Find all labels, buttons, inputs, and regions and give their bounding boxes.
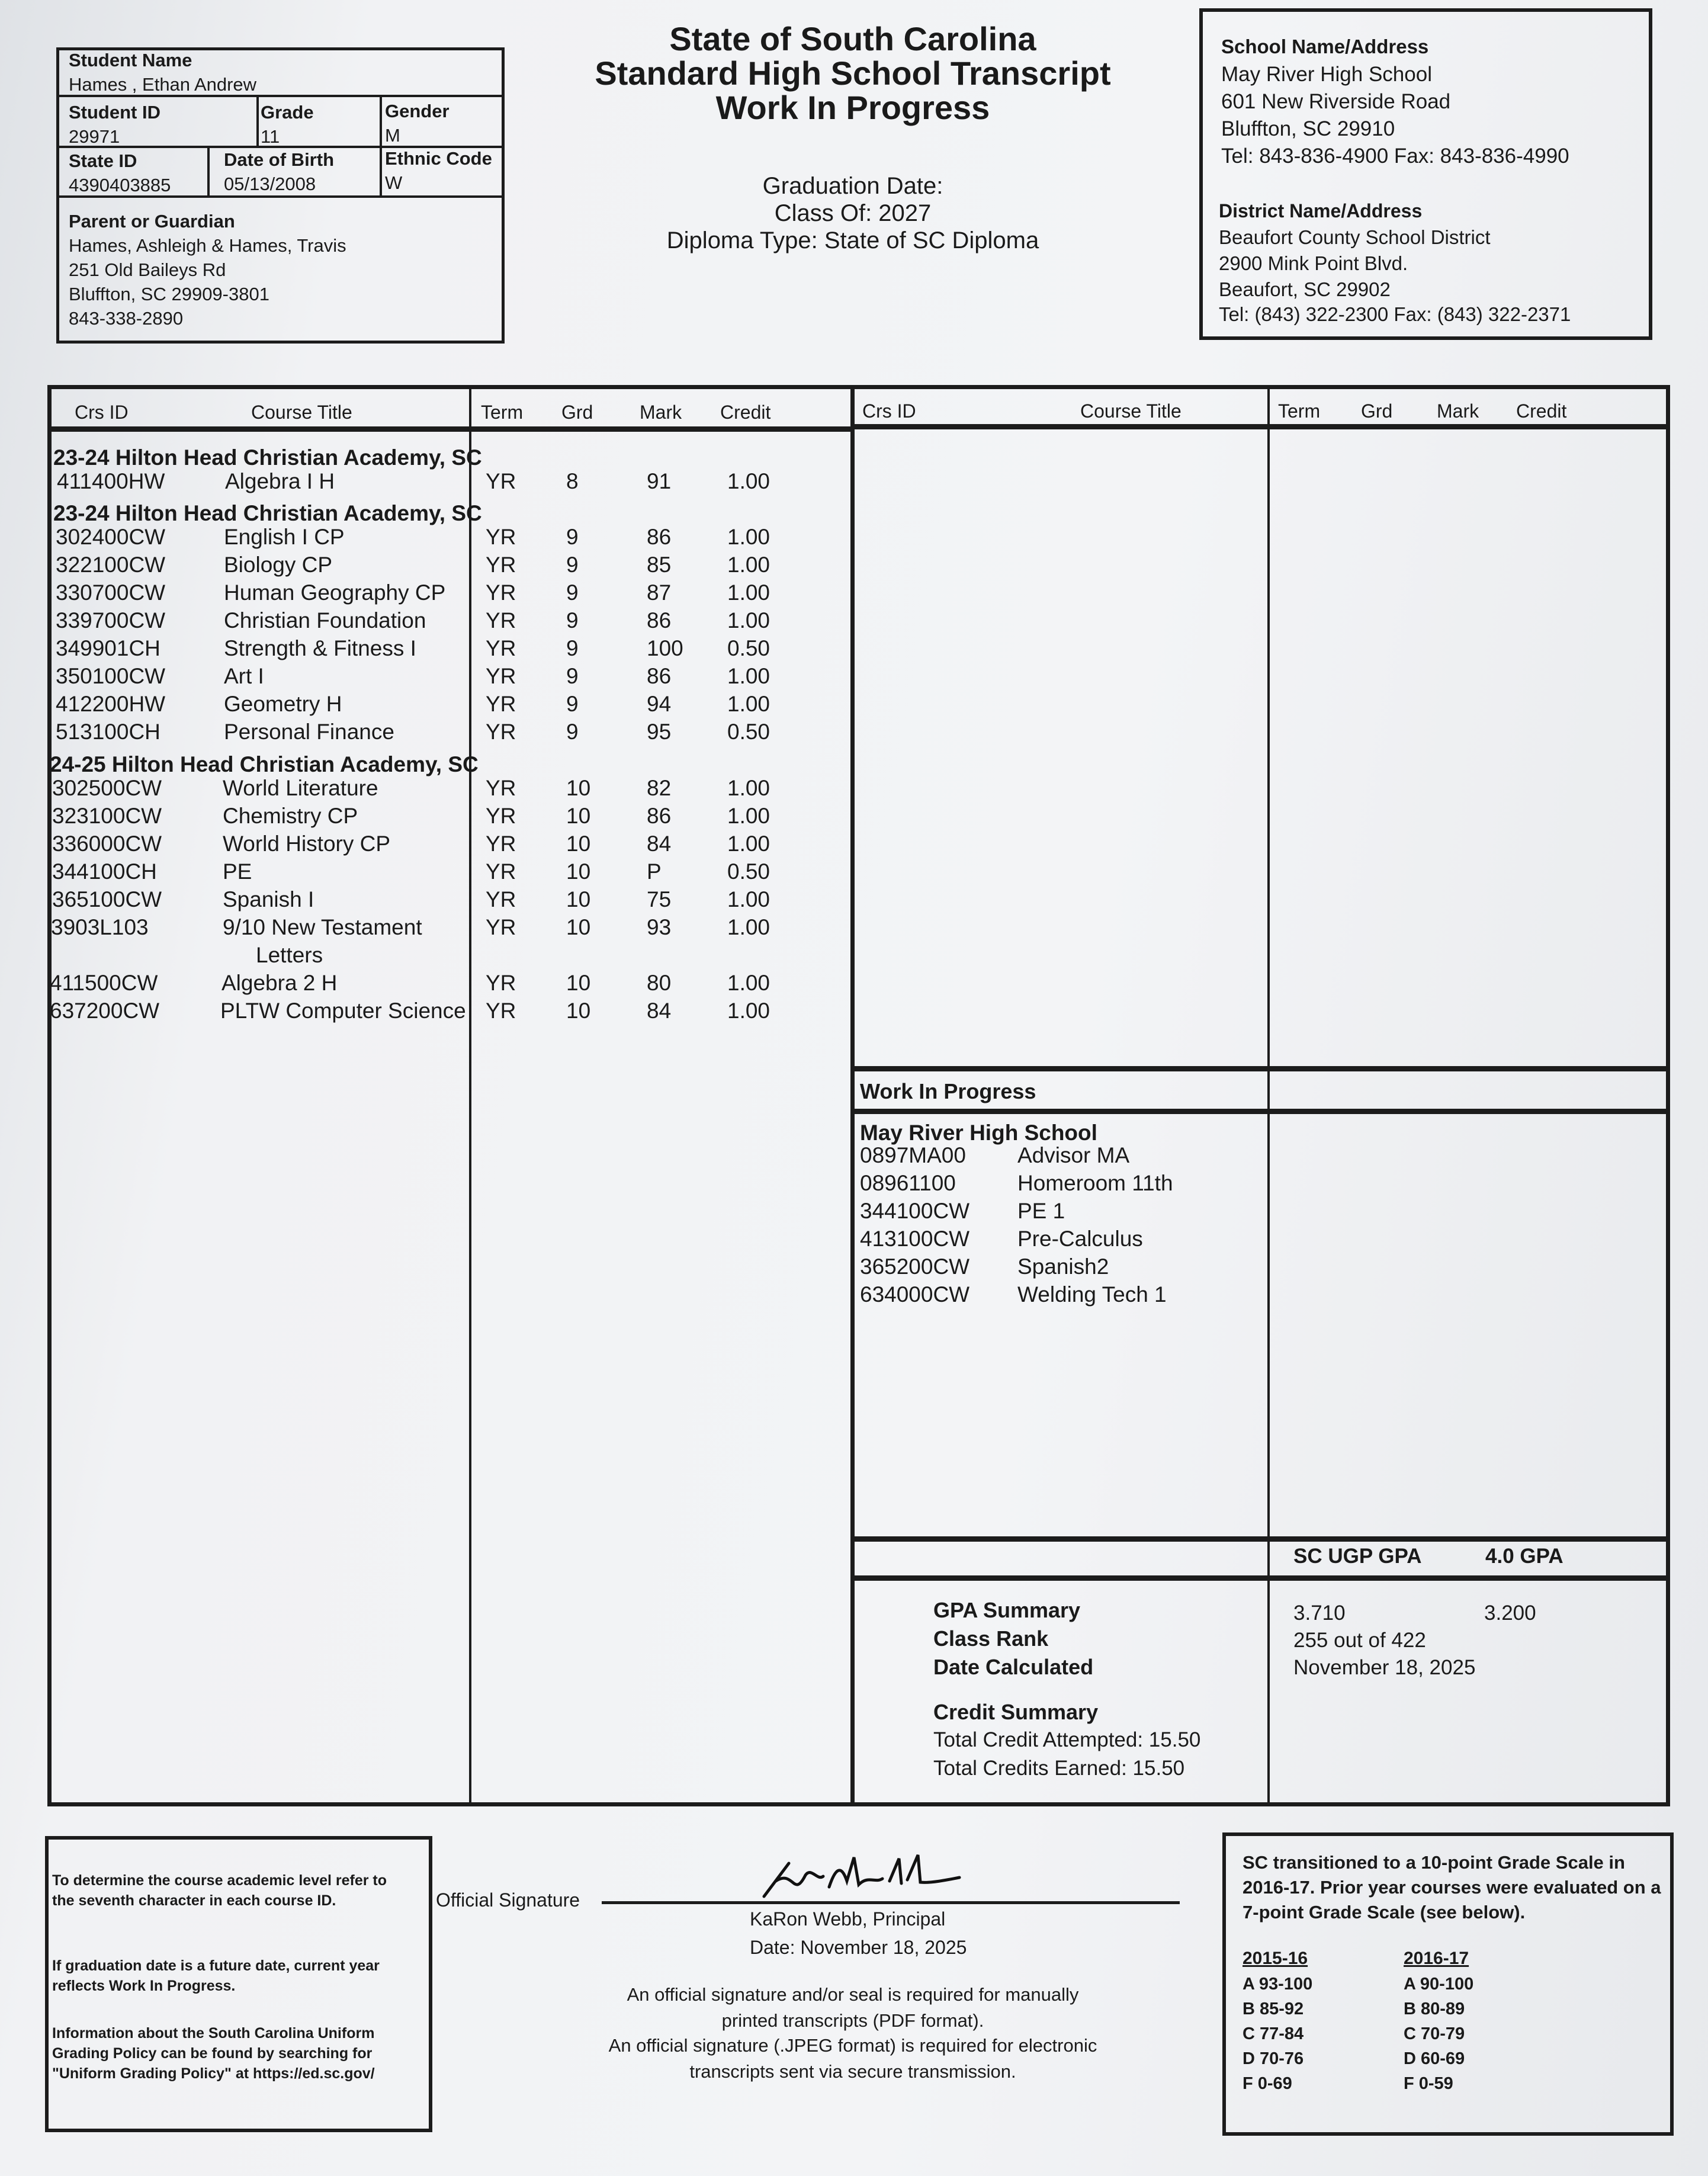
wip-school: May River High School [860,1121,1097,1145]
col-header-mark-right: Mark [1437,400,1479,422]
wip-course-title: Welding Tech 1 [1017,1282,1167,1307]
class-rank-label: Class Rank [933,1626,1049,1651]
course-title-continued: Letters [256,943,323,967]
old-scale-a: A 93-100 [1243,1975,1313,1994]
old-scale-header: 2015-16 [1243,1949,1308,1968]
guardian-name: Hames, Ashleigh & Hames, Travis [69,235,346,256]
new-scale-c: C 70-79 [1404,2024,1465,2043]
student-id-label: Student ID [69,102,160,123]
gpa-summary-label: GPA Summary [933,1598,1081,1622]
course-term: YR [486,580,516,605]
grade-scale-note: SC transitioned to a 10-point Grade Scale in 2016-17. Prior year courses were evaluated on a 7-point Grade Scale (see below). [1243,1852,1661,1923]
guardian-label: Parent or Guardian [69,211,235,232]
district-address-line2: Beaufort, SC 29902 [1219,278,1391,300]
course-mark: 94 [647,692,672,716]
course-term: YR [486,608,516,633]
course-id: 412200HW [56,692,166,716]
course-credit: 1.00 [727,525,770,549]
four-point-gpa-value: 3.200 [1484,1601,1536,1625]
student-name-label: Student Name [69,50,192,70]
term-school-header: 23-24 Hilton Head Christian Academy, SC [53,501,482,525]
course-id: 411400HW [57,469,165,493]
transcript-title-state: State of South Carolina [669,20,1036,57]
course-term: YR [486,692,516,716]
course-id: 322100CW [56,553,166,577]
ugp-gpa-value: 3.710 [1293,1601,1346,1625]
course-grade-level: 10 [566,915,591,939]
course-credit: 1.00 [727,971,770,995]
col-header-mark: Mark [640,402,682,423]
course-grade-level: 10 [566,999,591,1023]
course-grade-level: 8 [566,469,579,493]
course-grade-level: 10 [566,776,591,800]
course-grade-level: 9 [566,720,579,744]
school-label: School Name/Address [1221,36,1429,57]
col-header-crs-id: Crs ID [75,402,129,423]
district-phone: Tel: (843) 322-2300 Fax: (843) 322-2371 [1219,303,1571,325]
official-signature-label: Official Signature [436,1889,580,1911]
course-grade-level: 10 [566,971,591,995]
course-term: YR [486,776,516,800]
course-id: 349901CH [56,636,160,660]
course-mark: 91 [647,469,672,493]
course-id: 336000CW [52,832,162,856]
course-term: YR [486,971,516,995]
course-title: Biology CP [224,553,333,577]
guardian-phone: 843-338-2890 [69,308,184,329]
new-scale-header: 2016-17 [1404,1949,1469,1968]
course-mark: 100 [647,636,683,660]
district-name: Beaufort County School District [1219,226,1491,248]
signature-notice-line1: An official signature and/or seal is required for manually [627,1984,1079,2005]
course-credit: 1.00 [727,580,770,605]
course-mark: 84 [647,999,672,1023]
course-mark: 84 [647,832,672,856]
course-grade-level: 9 [566,608,579,633]
graduation-date: Graduation Date: [762,173,943,199]
course-grade-level: 9 [566,580,579,605]
col-header-credit: Credit [720,402,771,423]
school-address-line1: 601 New Riverside Road [1221,90,1451,113]
course-id: 637200CW [50,999,160,1023]
class-rank-value: 255 out of 422 [1293,1629,1426,1652]
course-grade-level: 9 [566,553,579,577]
course-id: 365100CW [52,887,162,912]
course-title: Strength & Fitness I [224,636,416,660]
course-term: YR [486,553,516,577]
course-mark: 86 [647,804,672,828]
course-credit: 0.50 [727,636,770,660]
wip-course-id: 634000CW [860,1282,970,1307]
gender-label: Gender [385,101,450,121]
col-header-grd-right: Grd [1361,400,1393,422]
course-id: 350100CW [56,664,166,688]
course-grade-level: 10 [566,832,591,856]
date-calculated-label: Date Calculated [933,1655,1094,1679]
course-id: 344100CH [52,859,157,884]
signer-name: KaRon Webb, Principal [750,1908,946,1930]
course-credit: 1.00 [727,469,770,493]
wip-label: Work In Progress [860,1079,1036,1103]
course-title: 9/10 New Testament [223,915,422,939]
course-title: Christian Foundation [224,608,426,633]
term-school-header: 24-25 Hilton Head Christian Academy, SC [50,752,479,776]
wip-course-id: 344100CW [860,1199,970,1223]
course-id: 330700CW [56,580,166,605]
course-title: PLTW Computer Science [220,999,466,1023]
course-title: Art I [224,664,264,688]
course-id: 513100CH [56,720,160,744]
wip-course-title: Advisor MA [1017,1143,1130,1167]
course-title: PE [223,859,252,884]
course-title: World History CP [223,832,391,856]
course-mark: 87 [647,580,672,605]
course-id: 302400CW [56,525,166,549]
col-header-credit-right: Credit [1516,400,1567,422]
dob-label: Date of Birth [224,149,334,170]
grading-policy-note: Information about the South Carolina Uniform Grading Policy can be found by searching for "Uniform Grading Policy" at https://ed.sc.gov/ [52,2025,375,2082]
course-credit: 1.00 [727,553,770,577]
col-header-course-title-right: Course Title [1080,400,1182,422]
course-grade-level: 10 [566,859,591,884]
school-name: May River High School [1221,63,1432,86]
new-scale-f: F 0-59 [1404,2074,1453,2093]
credit-summary-label: Credit Summary [933,1700,1099,1724]
wip-course-title: PE 1 [1017,1199,1065,1223]
transcript-title-status: Work In Progress [715,89,990,126]
course-title: Human Geography CP [224,580,446,605]
course-term: YR [486,469,516,493]
course-credit: 1.00 [727,887,770,912]
graduation-date-note: If graduation date is a future date, current year reflects Work In Progress. [52,1957,380,1994]
wip-course-id: 413100CW [860,1227,970,1251]
course-term: YR [486,636,516,660]
course-credit: 0.50 [727,859,770,884]
new-scale-a: A 90-100 [1404,1975,1474,1994]
term-school-header: 23-24 Hilton Head Christian Academy, SC [53,445,482,470]
course-credit: 1.00 [727,804,770,828]
signature-notice-line3: An official signature (.JPEG format) is required for electronic [608,2035,1097,2056]
old-scale-c: C 77-84 [1243,2024,1304,2043]
course-credit: 0.50 [727,720,770,744]
dob-value: 05/13/2008 [224,174,316,194]
district-address-line1: 2900 Mink Point Blvd. [1219,252,1408,274]
course-grade-level: 9 [566,636,579,660]
course-term: YR [486,720,516,744]
course-credit: 1.00 [727,999,770,1023]
grade-label: Grade [261,102,314,123]
course-term: YR [486,525,516,549]
new-scale-d: D 60-69 [1404,2049,1465,2068]
course-credit: 1.00 [727,608,770,633]
course-mark: 82 [647,776,672,800]
course-grade-level: 10 [566,887,591,912]
course-mark: 86 [647,525,672,549]
course-title: Spanish I [223,887,314,912]
grade-value: 11 [261,126,280,147]
ethnic-code-value: W [385,172,403,193]
signature-notice-line4: transcripts sent via secure transmission. [689,2061,1016,2082]
course-term: YR [486,859,516,884]
course-title: English I CP [224,525,345,549]
course-title: Algebra I H [225,469,335,493]
course-term: YR [486,832,516,856]
course-title: Chemistry CP [223,804,358,828]
signature-notice-line2: printed transcripts (PDF format). [721,2010,984,2031]
course-level-note: To determine the course academic level refer to the seventh character in each course ID. [52,1872,387,1909]
course-mark: 86 [647,664,672,688]
course-mark: 95 [647,720,672,744]
course-term: YR [486,804,516,828]
course-id: 3903L103 [51,915,149,939]
course-mark: 80 [647,971,672,995]
credits-attempted: Total Credit Attempted: 15.50 [933,1728,1201,1751]
guardian-address-line2: Bluffton, SC 29909-3801 [69,284,269,304]
wip-course-title: Homeroom 11th [1017,1171,1173,1195]
old-scale-b: B 85-92 [1243,2000,1304,2018]
new-scale-b: B 80-89 [1404,2000,1465,2018]
course-term: YR [486,915,516,939]
old-scale-f: F 0-69 [1243,2074,1292,2093]
course-id: 323100CW [52,804,162,828]
old-scale-d: D 70-76 [1243,2049,1304,2068]
course-grade-level: 9 [566,664,579,688]
credits-earned: Total Credits Earned: 15.50 [933,1757,1185,1780]
col-header-term: Term [481,402,524,423]
principal-signature-image [752,1846,965,1905]
guardian-address-line1: 251 Old Baileys Rd [69,259,226,280]
four-point-gpa-label: 4.0 GPA [1485,1545,1563,1568]
district-label: District Name/Address [1219,200,1423,222]
course-mark: 86 [647,608,672,633]
course-term: YR [486,887,516,912]
student-id: 29971 [69,126,120,147]
course-title: Algebra 2 H [221,971,338,995]
course-grade-level: 9 [566,525,579,549]
wip-course-id: 0897MA00 [860,1143,966,1167]
school-phone: Tel: 843-836-4900 Fax: 843-836-4990 [1221,145,1569,168]
course-id: 339700CW [56,608,166,633]
course-mark: 85 [647,553,672,577]
col-header-term-right: Term [1278,400,1321,422]
diploma-type: Diploma Type: State of SC Diploma [666,227,1039,253]
course-credit: 1.00 [727,776,770,800]
student-name: Hames , Ethan Andrew [69,74,257,95]
course-mark: P [647,859,662,884]
class-of: Class Of: 2027 [774,200,932,226]
course-title: Geometry H [224,692,342,716]
course-id: 411500CW [50,971,158,995]
wip-course-title: Pre-Calculus [1017,1227,1143,1251]
course-mark: 75 [647,887,672,912]
gender-value: M [385,125,400,146]
course-mark: 93 [647,915,672,939]
course-title: World Literature [223,776,378,800]
course-id: 302500CW [52,776,162,800]
state-id: 4390403885 [69,175,171,195]
course-term: YR [486,999,516,1023]
course-credit: 1.00 [727,664,770,688]
col-header-course-title: Course Title [251,402,352,423]
wip-course-id: 365200CW [860,1254,970,1279]
course-title: Personal Finance [224,720,394,744]
course-term: YR [486,664,516,688]
state-id-label: State ID [69,150,137,171]
course-grade-level: 9 [566,692,579,716]
signature-date: Date: November 18, 2025 [750,1937,967,1958]
wip-course-id: 08961100 [860,1171,956,1195]
school-address-line2: Bluffton, SC 29910 [1221,117,1395,140]
course-credit: 1.00 [727,692,770,716]
col-header-grd: Grd [561,402,593,423]
date-calculated-value: November 18, 2025 [1293,1656,1476,1679]
col-header-crs-id-right: Crs ID [862,400,916,422]
course-grade-level: 10 [566,804,591,828]
wip-course-title: Spanish2 [1017,1254,1109,1279]
ugp-gpa-label: SC UGP GPA [1293,1545,1422,1568]
course-credit: 1.00 [727,832,770,856]
ethnic-code-label: Ethnic Code [385,148,492,169]
transcript-title-type: Standard High School Transcript [595,54,1111,92]
course-credit: 1.00 [727,915,770,939]
